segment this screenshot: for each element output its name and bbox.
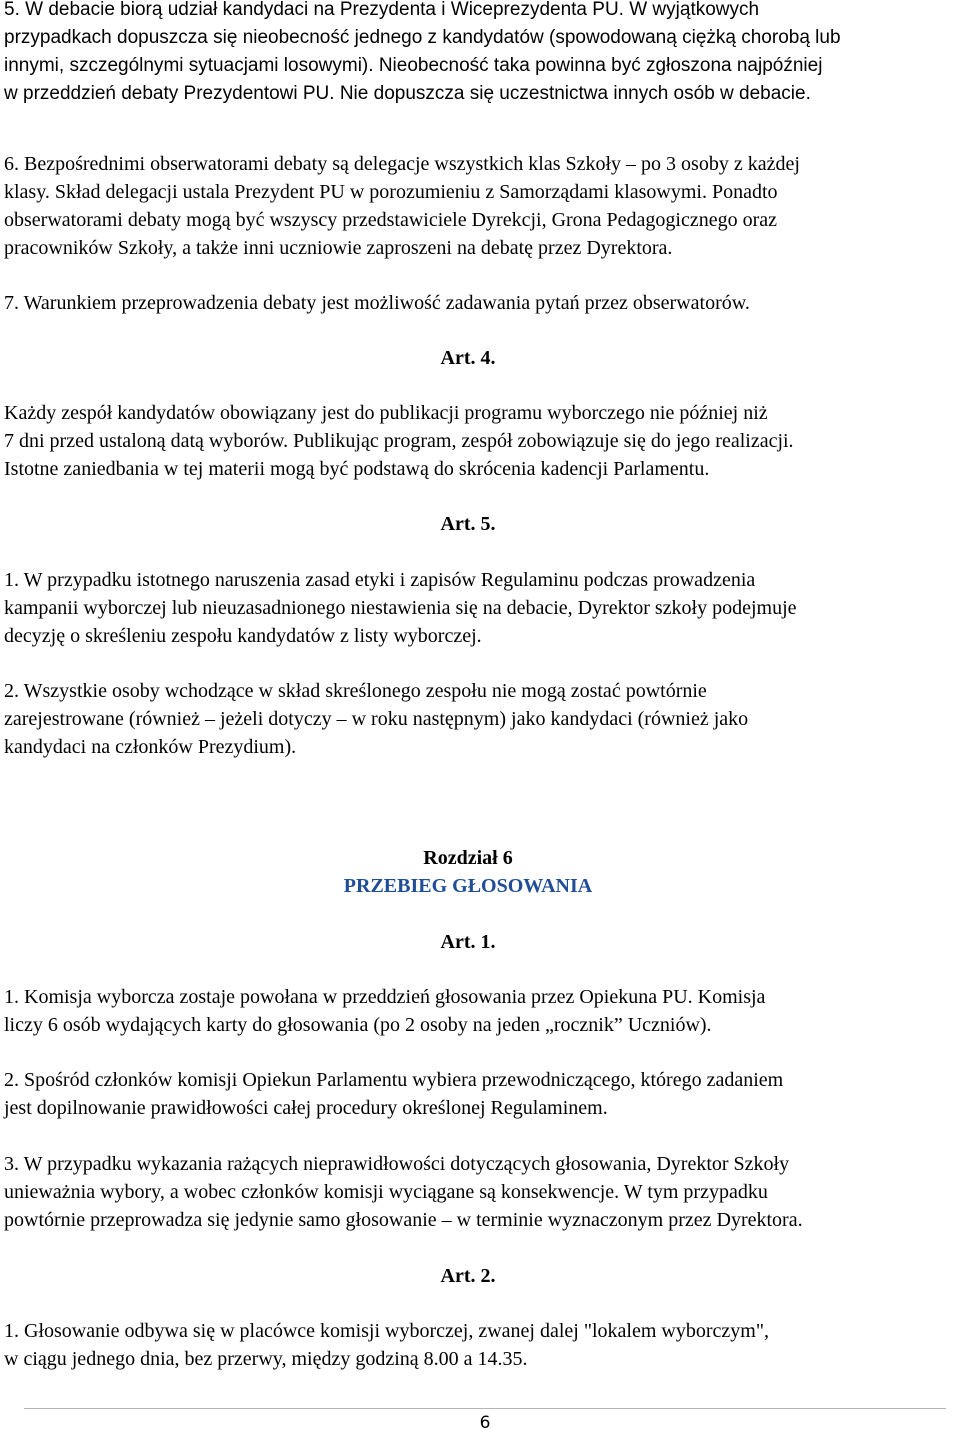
article-5-p2-line: zarejestrowane (również – jeżeli dotyczy – w roku następnym) jako kandydaci (również jako (4, 708, 749, 730)
chapter-6-art1-p1-line: liczy 6 osób wydających karty do głosowania (po 2 osoby na jeden „rocznik” Uczniów). (4, 1014, 712, 1036)
paragraph-5-line: w przeddzień debaty Prezydentowi PU. Nie dopuszcza się uczestnictwa innych osób w debacie. (4, 83, 811, 104)
chapter-6-art1-p1-line: 1. Komisja wyborcza zostaje powołana w przeddzień głosowania przez Opiekuna PU. Komisja (4, 986, 766, 1008)
article-4-line: 7 dni przed ustaloną datą wyborów. Publikując program, zespół zobowiązuje się do jego realizacji. (4, 430, 794, 452)
article-5-paragraph-1 (4, 566, 959, 650)
paragraph-7-line: 7. Warunkiem przeprowadzenia debaty jest możliwość zadawania pytań przez obserwatorów. (4, 292, 750, 314)
chapter-number: Rozdział 6 (423, 847, 513, 869)
paragraph-6-line: pracowników Szkoły, a także inni uczniowie zaproszeni na debatę przez Dyrektora. (4, 237, 673, 259)
paragraph-7 (4, 289, 959, 317)
paragraph-6-line: klasy. Skład delegacji ustala Prezydent PU w porozumieniu z Samorządami klasowymi. Ponadto (4, 181, 778, 203)
paragraph-6-line: 6. Bezpośrednimi obserwatorami debaty są delegacje wszystkich klas Szkoły – po 3 osoby z każdej (4, 153, 800, 175)
article-5-paragraph-2 (4, 677, 959, 761)
article-4-line: Istotne zaniedbania w tej materii mogą być podstawą do skrócenia kadencji Parlamentu. (4, 458, 710, 480)
chapter-6-article-1-paragraph-2 (4, 1066, 959, 1122)
chapter-6-art1-p3-line: powtórnie przeprowadza się jedynie samo głosowanie – w terminie wyznaczonym przez Dyrektora. (4, 1209, 803, 1231)
chapter-6-article-2-heading: Art. 2. (440, 1265, 496, 1287)
paragraph-5-line: innymi, szczególnymi sytuacjami losowymi). Nieobecność taka powinna być zgłoszona najpóźniej (4, 55, 823, 76)
paragraph-5-line: przypadkach dopuszcza się nieobecność jednego z kandydatów (spowodowaną ciężką chorobą lub (4, 27, 841, 48)
article-5-p1-line: 1. W przypadku istotnego naruszenia zasad etyki i zapisów Regulaminu podczas prowadzenia (4, 569, 756, 591)
paragraph-6 (4, 150, 959, 262)
chapter-6-art1-p2-line: jest dopilnowanie prawidłowości całej procedury określonej Regulaminem. (4, 1097, 608, 1119)
chapter-6-article-2-paragraph-1 (4, 1317, 959, 1373)
article-5-p1-line: decyzję o skreśleniu zespołu kandydatów z listy wyborczej. (4, 625, 482, 647)
article-4-body (4, 399, 959, 483)
chapter-6-art1-p2-line: 2. Spośród członków komisji Opiekun Parlamentu wybiera przewodniczącego, którego zadaniem (4, 1069, 784, 1091)
article-4-line: Każdy zespół kandydatów obowiązany jest do publikacji programu wyborczego nie później niż (4, 402, 768, 424)
paragraph-5 (4, 0, 959, 108)
page-number: 6 (479, 1413, 491, 1433)
chapter-6-article-1-heading: Art. 1. (440, 931, 496, 953)
chapter-6-art1-p3-line: 3. W przypadku wykazania rażących nieprawidłowości dotyczących głosowania, Dyrektor Szkoły (4, 1153, 790, 1175)
chapter-6-art1-p3-line: unieważnia wybory, a wobec członków komisji wyciągane są konsekwencje. W tym przypadku (4, 1181, 768, 1203)
article-5-p2-line: 2. Wszystkie osoby wchodzące w skład skreślonego zespołu nie mogą zostać powtórnie (4, 680, 707, 702)
paragraph-5-line: 5. W debacie biorą udział kandydaci na Prezydenta i Wiceprezydenta PU. W wyjątkowych (4, 0, 760, 20)
paragraph-6-line: obserwatorami debaty mogą być wszyscy przedstawiciele Dyrekcji, Grona Pedagogicznego oraz (4, 209, 778, 231)
article-4-heading: Art. 4. (440, 347, 496, 369)
chapter-6-art2-p1-line: 1. Głosowanie odbywa się w placówce komisji wyborczej, zwanej dalej "lokalem wyborczym", (4, 1320, 769, 1342)
article-5-p2-line: kandydaci na członków Prezydium). (4, 736, 297, 758)
chapter-6-article-1-paragraph-3 (4, 1150, 959, 1234)
chapter-6-art2-p1-line: w ciągu jednego dnia, bez przerwy, między godziną 8.00 a 14.35. (4, 1348, 528, 1370)
article-5-p1-line: kampanii wyborczej lub nieuzasadnionego niestawienia się na debacie, Dyrektor szkoły podejmuje (4, 597, 797, 619)
chapter-title: PRZEBIEG GŁOSOWANIA (343, 875, 593, 897)
article-5-heading: Art. 5. (440, 513, 496, 535)
chapter-6-article-1-paragraph-1 (4, 983, 959, 1039)
footer-divider (24, 1408, 946, 1409)
